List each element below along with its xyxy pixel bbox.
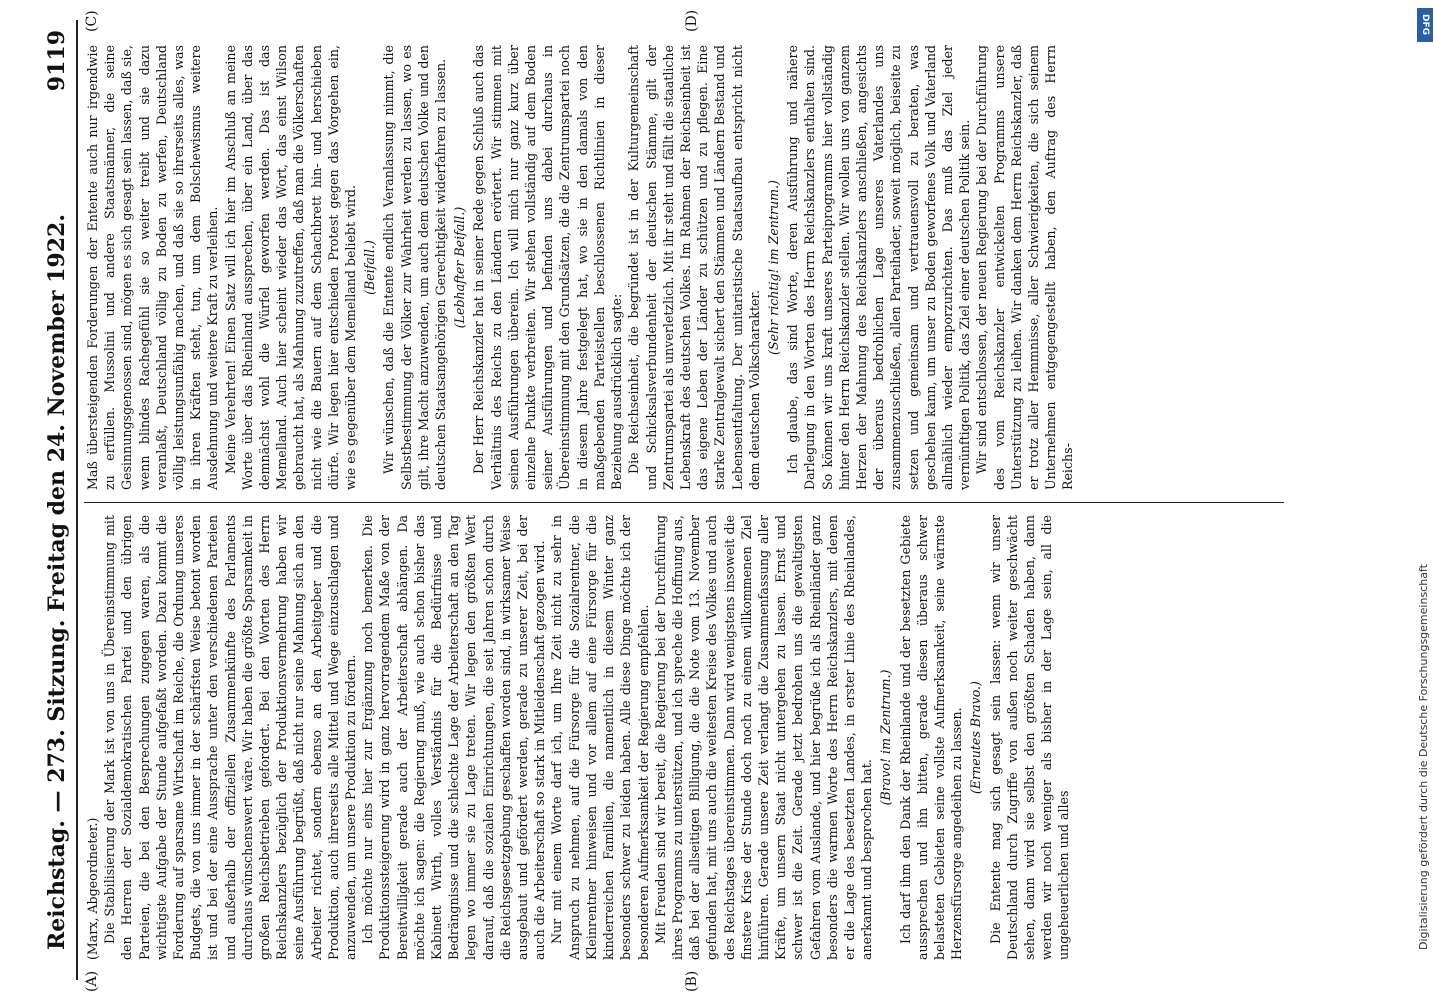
paragraph: Mit Freuden sind wir bereit, die Regierung bei der Durchführung ihres Programms zu unterstützen, und ich spreche die Hoffnung aus, daß bei der allseitigen Billigung, die die Note vom 13. November gefunden hat, mit uns auch die weitesten Kreise des Volkes und auch des Reichstages übereinstimmen. Dann wird wenigstens insoweit die finstere Krise der Stunde doch noch zu einem willkommenen Ziel hinführen. Gerade unsere Zeit verlangt die Zusammenfassung aller Kräfte, um unsern Staat nicht untergehen zu lassen. Ernst und schwer ist die Zeit. Gerade jetzt bedrohen uns die gewaltigsten Gefahren vom Auslande, und hier begrüße ich als Rheinländer ganz besonders die warmen Worte des Herrn Reichskanzlers, mit denen er die Lage des besetzten Landes, in erster Linie des Rheinlandes, anerkannt und besprochen hat. (652, 515, 875, 960)
paragraph: Maß übersteigenden Forderungen der Entente auch nur irgendwie zu erfüllen. Mussolini und andere Staatsmänner, die seine Gesinnungsgenossen sind, mögen es sich gesagt sein lassen, daß sie, wenn blindes Rachegefühl sie so weiter treibt und sie dazu veranlaßt, Deutschland völlig zu Boden zu werfen, Deutschland völlig leistungsunfähig machen, und daß sie so ihrerseits alles, was in ihren Kräften steht, tun, um dem Bolschewismus weitere Ausdehnung und weitere Kraft zu verleihen. (85, 45, 221, 490)
paragraph: Ich darf ihm den Dank der Rheinlande und der besetzten Gebiete aussprechen und ihn bitten, gerade diesen überaus schwer belasteten Gebieten seine vollste Aufmerksamkeit, seine wärmste Herzensfürsorge angedeihen zu lassen. (897, 515, 965, 960)
paragraph: Nur mit einem Worte darf ich, um Ihre Zeit nicht zu sehr in Anspruch zu nehmen, auf die Fürsorge für die Sozialrentner, die Kleinrentner hinweisen und vor allem auf eine Fürsorge für die kinderreichen Familien, die namentlich in diesem Winter ganz besonders schwer zu leiden haben. Alle diese Dinge möchte ich der besonderen Aufmerksamkeit der Regierung empfehlen. (549, 515, 651, 960)
interjection: (Lebhafter Beifall.) (452, 206, 468, 329)
speaker-line: (Marx, Abgeordneter.) (85, 817, 100, 960)
quoted-paragraph: Die Reichseinheit, die begründet ist in der Kulturgemeinschaft und Schicksalsverbundenheit der deutschen Stämme, gilt der Zentrumspartei als unverletzlich. Mit ihr steht und fällt die staatliche Lebenskraft des deutschen Volkes. Im Rahmen der Reichseinheit ist das eigene Leben der Länder zu schützen und zu pflegen. Eine starke Zentralgewalt sichert den Stämmen und Ländern Bestand und Lebensentfaltung. Der unitaristische Staatsaufbau entspricht nicht dem deutschen Volkscharakter. (626, 45, 762, 490)
page-header (36, 20, 78, 980)
paragraph: Ich möchte nur eins hier zur Ergänzung noch bemerken. Die Produktionssteigerung wird in ganz hervorragendem Maße von der Bereitwilligkeit gerade auch der Arbeiterschaft abhängen. Da möchte ich sagen: die Regierung muß, wie auch schon bisher das Kabinett Wirth, volles Verständnis für die Bedürfnisse und Bedrängnisse und die schlechte Lage der Arbeiterschaft an den Tag legen wo immer sie zu Lage treten. Wir legen den größten Wert darauf, daß die sozialen Einrichtungen, die seit Jahren schon durch die Reichsgesetzgebung geschaffen worden sind, in wirksamer Weise ausgebaut und gefördert werden, gerade zu unserer Zeit, bei der auch die Arbeiterschaft so stark in Mitleidenschaft gezogen wird. (360, 515, 548, 960)
paragraph: Ich glaube, das sind Worte, deren Ausführung und nähere Darlegung in den Worten des Herrn Reichskanzlers enthalten sind. So können wir uns kraft unseres Parteiprogramms hier vollständig hinter den Herrn Reichskanzler stellen. Wir wollen uns von ganzem Herzen der Mahnung des Reichskanzlers anschließen, angesichts der überaus bedrohlichen Lage unseres Vaterlandes uns zusammenzuschließen, allen Parteihader, soweit möglich, beiseite zu setzen und gemeinsam und vertrauensvoll zu beraten, was geschehen kann, um unser zu Boden geworfenes Volk und Vaterland allmählich wieder emporzurichten. Das muß das Ziel jeder vernünftigen Politik, das Ziel einer deutschen Politik sein. (785, 45, 973, 490)
left-column (84, 515, 1274, 960)
page-number: 9119 (44, 30, 70, 92)
interjection: (Beifall.) (362, 240, 378, 295)
paragraph: Der Herr Reichskanzler hat in seiner Rede gegen Schluß auch das Verhältnis des Reichs zu den Ländern erörtert. Wir stimmen mit seinen Ausführungen überein. Ich will mich nur ganz kurz über einzelne Punkte verbreiten. Wir stehen vollständig auf dem Boden seiner Ausführungen und befinden uns dabei durchaus in Übereinstimmung mit den Grundsätzen, die die Zentrumspartei noch in diesem Jahre festgelegt hat, wo sie in den damals von den maßgebenden Parteistellen beschlossenen Richtlinien in dieser Beziehung ausdrücklich sagte: (471, 45, 625, 490)
margin-marker-d: (D) (684, 9, 700, 32)
margin-marker-b: (B) (684, 970, 700, 992)
paragraph: Wir sind entschlossen, der neuen Regierung bei der Durchführung des vom Reichskanzler entwickelten Programms unsere Unterstützung zu leihen. Wir danken dem Herrn Reichskanzler, daß er trotz aller Hemmnisse, aller Schwierigkeiten, die sich seinem Unternehmen entgegengestellt haben, den Auftrag des Herrn Reichs- (974, 45, 1076, 490)
interjection: (Sehr richtig! im Zentrum.) (765, 180, 781, 355)
running-head: Reichstag. — 273. Sitzung. Freitag den 24. November 1922. (44, 214, 70, 950)
paragraph: Wir wünschen, daß die Entente endlich Veranlassung nimmt, die Selbstbestimmung der Völker zur Wahrheit werden zu lassen, wo es gilt, ihre Macht anzuwenden, um auch dem deutschen Volke und den deutschen Staatsangehörigen Gerechtigkeit widerfahren zu lassen. (381, 45, 449, 490)
paragraph: Meine Verehrten! Einen Satz will ich hier im Anschluß an meine Worte über das Rheinland aussprechen, über ein Land, über das demnächst wohl die Würfel geworfen werden. Das ist das Memelland. Auch hier scheint wieder das Wort, das einst Wilson gebraucht hat, als Mahnung zuzutreffen, daß man die Völkerschaften nicht wie die Bauern auf dem Schachbrett hin- und herschieben dürfe. Wir legen hier entschieden Protest gegen das Vorgehen ein, wie es gegenüber dem Memelland beliebt wird. (222, 45, 359, 490)
column-divider (84, 502, 1284, 503)
right-column (84, 45, 1274, 490)
paragraph: Die Stabilisierung der Mark ist von uns in Übereinstimmung mit den Herren der Sozialdemokratischen Partei und den übrigen Parteien, die bei den Besprechungen zugegen waren, als die wichtigste Aufgabe der Stunde aufgefaßt worden. Dazu kommt die Forderung auf sparsame Wirtschaft im Reiche, die Ordnung unseres Budgets, die von uns immer in der schärfsten Weise betont worden ist und bei der eine Aussprache unter den verschiedenen Parteien und außerhalb der offiziellen Zusammenkünfte des Parlaments durchaus wünschenswert wäre. Wir haben die größte Sparsamkeit in großen Reichsbetrieben gefordert. Bei den Worten des Herrn Reichskanzlers bezüglich der Produktionsvermehrung haben wir seine Ausführung begrüßt, daß nicht nur seine Mahnung sich an den Arbeiter richtet, sondern ebenso an den Arbeitgeber und die Produktion, auch ihrerseits alle Mittel und Wege einzuschlagen und anzuwenden, um unsere Produktion zu fördern. (102, 515, 359, 960)
paragraph: Die Entente mag sich gesagt sein lassen: wenn wir unser Deutschland durch Zugriffe von außen noch weiter geschwächt sehen, dann wird sie selbst den größten Schaden haben, dann werden wir noch weniger als bisher in der Lage sein, all die ungeheuerlichen und alles (987, 515, 1072, 960)
dfg-logo: DFG (1417, 8, 1433, 42)
interjection: (Bravo! im Zentrum.) (878, 669, 894, 806)
margin-marker-a: (A) (84, 970, 100, 992)
digitization-credit: Digitalisierung gefördert durch die Deutsche Forschungsgemeinschaft (1417, 564, 1430, 950)
interjection: (Erneutes Bravo.) (968, 681, 984, 794)
margin-marker-c: (C) (84, 10, 100, 32)
